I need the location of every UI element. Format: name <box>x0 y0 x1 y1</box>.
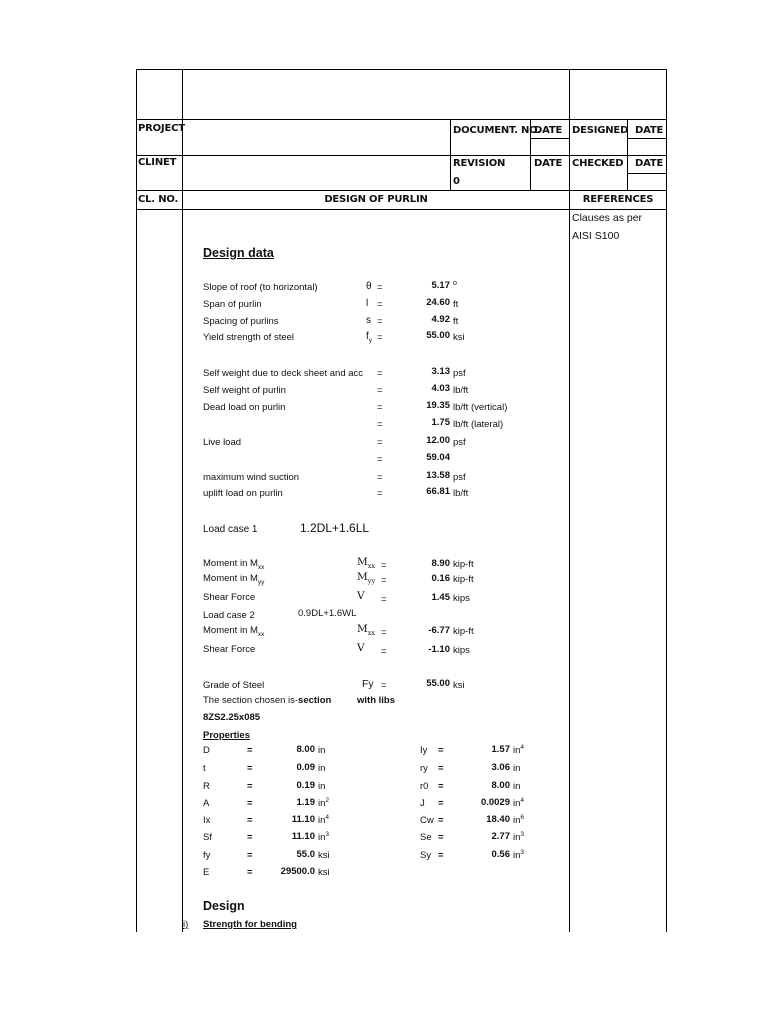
property-value: 1.19 <box>296 797 315 808</box>
property-symbol: Se <box>420 832 432 843</box>
property-unit <box>318 781 325 792</box>
load-row-unit: kip-ft <box>453 574 474 585</box>
property-value: 2.77 <box>491 831 510 842</box>
property-unit <box>513 745 524 756</box>
design-data-equals: = <box>377 419 383 430</box>
design-data-unit: lb/ft <box>453 385 469 396</box>
property-symbol: r0 <box>420 781 429 792</box>
design-data-unit: ksi <box>453 332 465 343</box>
sheet-title: DESIGN OF PURLIN <box>324 194 428 205</box>
load-row-value: 1.45 <box>431 592 450 603</box>
load-row-symbol-sub: xx <box>367 629 376 638</box>
load-row-unit: kip-ft <box>453 626 474 637</box>
design-data-equals: = <box>377 316 383 327</box>
header-row-line-1 <box>136 119 667 120</box>
property-symbol: t <box>203 763 206 774</box>
property-symbol: Ix <box>203 815 211 826</box>
property-unit-exponent: 3 <box>520 848 525 856</box>
date-label-1: DATE <box>534 125 563 136</box>
design-data-unit: psf <box>453 472 466 483</box>
header-date-subline-2 <box>627 138 667 139</box>
load-row-symbol-text: M <box>357 623 368 635</box>
load-row-unit: kips <box>453 593 470 604</box>
load-row-symbol <box>357 591 365 602</box>
load-row-symbol <box>357 571 376 586</box>
design-data-label: Spacing of purlins <box>203 316 279 327</box>
design-data-symbol-sub: y <box>368 337 373 344</box>
property-unit <box>318 798 329 809</box>
property-equals: = <box>438 781 444 792</box>
property-unit <box>513 781 520 792</box>
load-row-label <box>203 625 264 636</box>
property-unit-text: in <box>318 832 326 843</box>
property-value: 8.00 <box>491 780 510 791</box>
property-value: 29500.0 <box>280 866 315 877</box>
load-row-value: -6.77 <box>428 625 450 636</box>
property-equals: = <box>247 745 253 756</box>
load-row-symbol-sub: yy <box>367 577 376 586</box>
property-symbol: Sf <box>203 832 212 843</box>
grade-of-steel-label: Grade of Steel <box>203 680 265 691</box>
property-unit <box>318 763 325 774</box>
property-unit <box>513 850 524 861</box>
property-unit-exponent: 4 <box>520 743 525 751</box>
load-row-symbol <box>357 623 376 638</box>
references-line-2: AISI S100 <box>572 230 620 242</box>
section-chosen-bold: section <box>298 695 332 706</box>
grade-of-steel-value: 55.00 <box>426 678 450 689</box>
property-unit-text: in <box>318 815 326 826</box>
design-data-label: uplift load on purlin <box>203 488 283 499</box>
property-unit <box>318 745 325 756</box>
property-value: 55.0 <box>296 849 315 860</box>
load-row-symbol-text: V <box>357 590 365 602</box>
design-data-value: 3.13 <box>431 366 450 377</box>
design-data-unit: lb/ft (vertical) <box>453 402 508 413</box>
property-unit-text: in <box>513 832 521 843</box>
design-data-label: Self weight due to deck sheet and acc <box>203 368 364 379</box>
design-data-value: 4.03 <box>431 383 450 394</box>
design-data-equals: = <box>377 402 383 413</box>
design-data-unit: psf <box>453 437 466 448</box>
design-data-unit: ft <box>453 316 459 327</box>
design-data-label: maximum wind suction <box>203 472 300 483</box>
load-case-1-label: Load case 1 <box>203 524 258 535</box>
table-left-border <box>136 69 137 932</box>
load-row-label-text: Moment in M <box>203 625 258 636</box>
section-chosen-prefix: The section chosen is- <box>203 695 299 706</box>
load-row-label-text: Shear Force <box>203 592 256 603</box>
header-row-line-4 <box>136 209 667 210</box>
load-row-unit: kip-ft <box>453 559 474 570</box>
document-no-label: DOCUMENT. NO. <box>453 125 541 136</box>
design-data-equals: = <box>377 488 383 499</box>
property-unit-exponent: 3 <box>325 830 330 838</box>
property-unit <box>513 815 524 826</box>
design-data-symbol: s <box>366 315 371 326</box>
load-row-unit: kips <box>453 645 470 656</box>
property-unit-text: in <box>513 781 521 792</box>
load-row-equals: = <box>381 575 387 586</box>
design-data-equals: = <box>377 472 383 483</box>
design-data-value: 1.75 <box>431 417 450 428</box>
header-row-line-3 <box>136 190 667 191</box>
property-equals: = <box>438 815 444 826</box>
design-item-title: Strength for bending <box>203 919 297 930</box>
load-row-value: 8.90 <box>431 558 450 569</box>
load-row-symbol-text: M <box>357 556 368 568</box>
property-unit-exponent: 2 <box>325 796 330 804</box>
design-data-equals: = <box>377 454 383 465</box>
property-unit-exponent: 6 <box>520 813 525 821</box>
property-unit-text: in <box>318 745 326 756</box>
property-symbol: D <box>203 745 210 756</box>
properties-heading: Properties <box>203 730 250 741</box>
load-row-symbol-text: M <box>357 571 368 583</box>
design-data-unit: o <box>453 280 457 287</box>
design-data-label: Slope of roof (to horizontal) <box>203 282 318 293</box>
references-line-1: Clauses as per <box>572 212 643 224</box>
header-col-docno <box>450 119 451 190</box>
property-unit-text: in <box>513 850 521 861</box>
designed-label: DESIGNED <box>572 125 629 136</box>
property-unit <box>513 763 520 774</box>
design-data-value: 12.00 <box>426 435 450 446</box>
load-case-2-combo: 0.9DL+1.6WL <box>298 608 357 619</box>
property-equals: = <box>247 832 253 843</box>
load-row-equals: = <box>381 646 387 657</box>
section-with-libs: with libs <box>357 695 395 706</box>
property-equals: = <box>247 781 253 792</box>
load-row-label-sub: xx <box>257 563 265 571</box>
design-data-equals: = <box>377 368 383 379</box>
property-value: 8.00 <box>296 744 315 755</box>
load-row-label-sub: yy <box>257 578 265 586</box>
design-data-unit: lb/ft (lateral) <box>453 419 504 430</box>
property-equals: = <box>247 815 253 826</box>
property-equals: = <box>438 850 444 861</box>
property-unit-text: in <box>513 798 521 809</box>
design-data-equals: = <box>377 437 383 448</box>
grade-of-steel-unit: ksi <box>453 680 465 691</box>
design-data-equals: = <box>377 385 383 396</box>
property-symbol: Sy <box>420 850 432 861</box>
load-row-value: 0.16 <box>431 573 450 584</box>
design-data-label: Dead load on purlin <box>203 402 286 413</box>
header-date-subline-3 <box>627 173 667 174</box>
checked-label: CHECKED <box>572 158 624 169</box>
property-value: 11.10 <box>291 814 315 825</box>
design-data-value: 13.58 <box>426 470 450 481</box>
property-unit <box>318 850 330 861</box>
section-chosen-text <box>203 695 331 706</box>
property-unit-text: in <box>318 798 326 809</box>
date-label-2: DATE <box>635 125 664 136</box>
property-symbol: R <box>203 781 210 792</box>
property-equals: = <box>247 798 253 809</box>
property-unit-exponent: 4 <box>520 796 525 804</box>
design-data-value: 5.17 <box>431 280 450 291</box>
property-symbol: A <box>203 798 210 809</box>
property-symbol: E <box>203 867 210 878</box>
section-name: 8ZS2.25x085 <box>203 712 261 723</box>
load-row-label-text: Moment in M <box>203 558 258 569</box>
design-data-equals: = <box>377 282 383 293</box>
property-unit-exponent: 4 <box>325 813 330 821</box>
property-equals: = <box>438 798 444 809</box>
property-value: 0.09 <box>296 762 315 773</box>
property-unit <box>318 867 330 878</box>
property-unit <box>318 815 329 826</box>
load-row-symbol <box>357 556 376 571</box>
design-data-symbol <box>366 331 372 342</box>
design-data-value: 24.60 <box>426 297 450 308</box>
design-data-symbol: θ <box>366 281 372 292</box>
property-unit-text: in <box>513 745 521 756</box>
load-row-value: -1.10 <box>428 644 450 655</box>
property-unit-text: in <box>513 815 521 826</box>
design-data-value: 59.04 <box>426 452 450 463</box>
design-heading: Design <box>203 899 245 913</box>
table-right-border <box>666 69 667 932</box>
property-unit <box>513 832 524 843</box>
load-row-label <box>203 644 255 655</box>
property-value: 0.56 <box>491 849 510 860</box>
design-data-value: 4.92 <box>431 314 450 325</box>
load-row-equals: = <box>381 594 387 605</box>
load-row-symbol <box>357 643 365 654</box>
grade-of-steel-symbol: Fy <box>362 678 374 690</box>
property-unit-text: in <box>513 763 521 774</box>
property-value: 3.06 <box>491 762 510 773</box>
header-row-line-2 <box>136 155 667 156</box>
cl-no-label: CL. NO. <box>138 194 179 205</box>
property-value: 11.10 <box>291 831 315 842</box>
property-unit-text: ksi <box>318 850 330 861</box>
property-symbol: Iy <box>420 745 428 756</box>
property-symbol: fy <box>203 850 211 861</box>
design-data-unit: psf <box>453 368 466 379</box>
property-equals: = <box>247 850 253 861</box>
project-label: PROJECT <box>138 123 185 134</box>
property-value: 1.57 <box>491 744 510 755</box>
property-equals: = <box>247 763 253 774</box>
property-symbol: J <box>420 798 425 809</box>
design-data-label: Yield strength of steel <box>203 332 295 343</box>
design-data-label: Self weight of purlin <box>203 385 286 396</box>
design-data-value: 66.81 <box>426 486 450 497</box>
load-case-1-combo: 1.2DL+1.6LL <box>300 521 370 535</box>
load-row-equals: = <box>381 627 387 638</box>
load-row-symbol-sub: xx <box>367 562 376 571</box>
load-row-label-text: Moment in M <box>203 573 258 584</box>
property-equals: = <box>438 832 444 843</box>
design-data-symbol-base: f <box>366 331 369 342</box>
table-top-border <box>136 69 667 70</box>
client-label: CLINET <box>138 157 177 168</box>
property-unit-text: in <box>318 763 326 774</box>
design-data-value: 55.00 <box>426 330 450 341</box>
design-data-value: 19.35 <box>426 400 450 411</box>
design-data-unit: lb/ft <box>453 488 469 499</box>
header-date-subline-1 <box>530 138 569 139</box>
property-symbol: Cw <box>420 815 434 826</box>
revision-label: REVISION <box>453 158 506 169</box>
design-data-heading: Design data <box>203 246 274 260</box>
load-row-symbol-text: V <box>357 642 365 654</box>
references-label: REFERENCES <box>582 194 654 205</box>
property-unit-exponent: 3 <box>520 830 525 838</box>
property-unit-text: in <box>318 781 326 792</box>
property-symbol: ry <box>420 763 428 774</box>
property-unit-text: ksi <box>318 867 330 878</box>
design-data-label: Span of purlin <box>203 299 262 310</box>
design-data-label: Live load <box>203 437 242 448</box>
design-data-symbol: l <box>366 298 369 309</box>
property-equals: = <box>438 745 444 756</box>
load-row-label-text: Shear Force <box>203 644 256 655</box>
load-row-equals: = <box>381 560 387 571</box>
design-data-unit: ft <box>453 299 459 310</box>
design-item-number: i) <box>183 919 189 930</box>
property-equals: = <box>438 763 444 774</box>
property-value: 0.0029 <box>480 797 510 808</box>
property-equals: = <box>247 867 253 878</box>
date-label-4: DATE <box>635 158 664 169</box>
load-row-label <box>203 592 255 603</box>
load-row-label-sub: xx <box>257 630 265 638</box>
design-data-equals: = <box>377 332 383 343</box>
load-case-2-label: Load case 2 <box>203 610 255 621</box>
revision-value: 0 <box>453 176 460 187</box>
property-unit <box>318 832 329 843</box>
property-value: 18.40 <box>486 814 510 825</box>
property-value: 0.19 <box>296 780 315 791</box>
property-unit <box>513 798 524 809</box>
design-data-equals: = <box>377 299 383 310</box>
grade-of-steel-equals: = <box>381 680 387 691</box>
load-row-label <box>203 558 264 569</box>
date-label-3: DATE <box>534 158 563 169</box>
load-row-label <box>203 573 264 584</box>
